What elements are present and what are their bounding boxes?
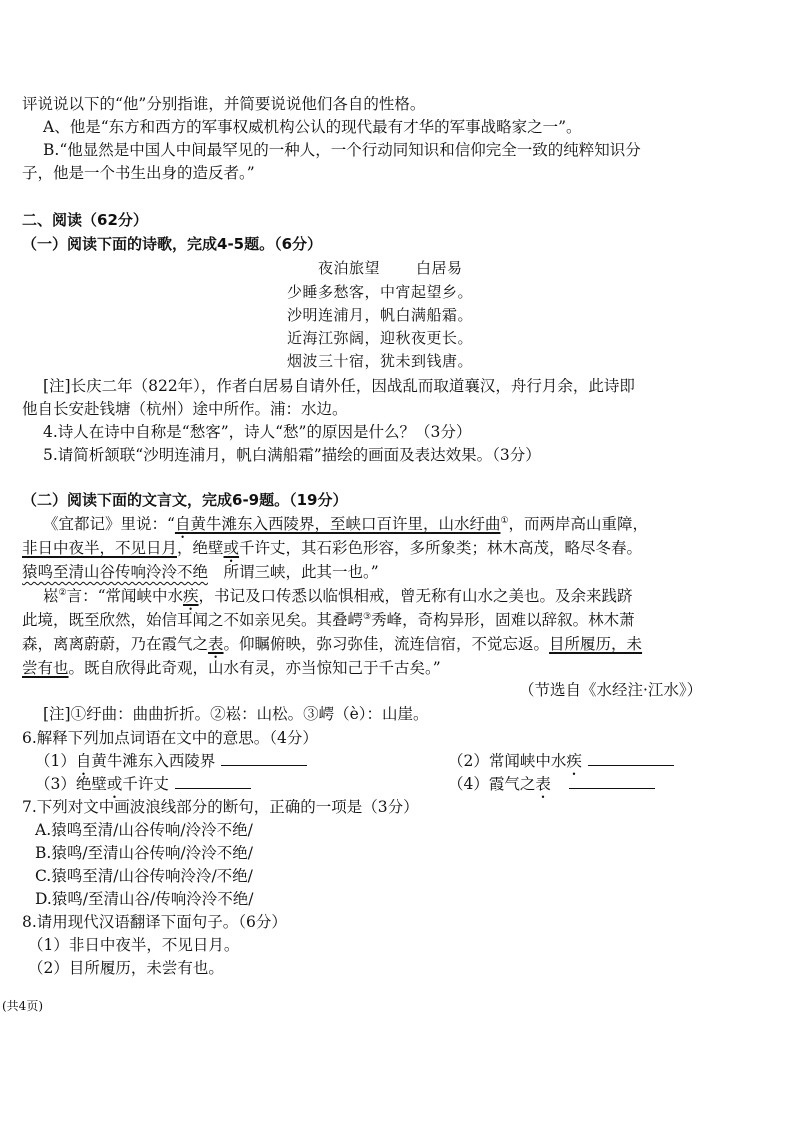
passage-line-7 [22,658,441,678]
poem-line-3: 近海江弥阔，迎秋夜更长。 [287,329,474,347]
item-text: 千许丈 [122,775,169,793]
answer-blank-2[interactable] [588,751,674,766]
passage-line-5 [22,610,635,630]
item-text: 黄牛滩东入西陵界 [91,752,216,770]
question-7: 7.下列对文中画波浪线部分的断句，正确的一项是（3分） [22,798,419,816]
poem-title: 夜泊旅望 [318,259,381,277]
poem-author: 白居易 [416,259,463,277]
option-a: A、他是“东方和西方的军事权威机构公认的现代最有才华的军事战略家之一”。 [43,118,582,136]
poem-line-1: 少睡多愁客，中宵起望乡。 [287,283,474,301]
passage-text: ，书记及口传悉以临惧相戒，曾无称有山水之美也。及余来践跻 [198,587,633,605]
passage-text: 。既自欣得此奇观，山水有灵，亦当惊知己于千古矣。” [68,659,441,677]
item-text: （3）绝壁 [35,775,107,793]
option-b-line2: 子，他是一个书生出身的造反者。” [22,164,255,182]
answer-blank-1[interactable] [221,751,307,766]
dotted-word: 表 [535,775,551,793]
question-intro-text: 评说说以下的“他”分别指谁，并简要说说他们各自的性格。 [22,95,426,113]
wavy-underlined-sentence: 猿鸣至清山谷传响泠泠不绝 [22,563,209,581]
dotted-word: 或 [106,775,123,793]
section-title-reading: 二、阅读（62分） [22,211,148,229]
passage-text: 崧 [43,587,59,605]
footnote-marker: ① [500,515,509,526]
passage-text: 。仰瞩俯映，弥习弥佳，流连信宿，不觉忘返。 [223,635,550,653]
dotted-word-ji: 疾 [183,587,199,605]
q7-option-a: A.猿鸣至清/山谷传响/泠泠不绝/ [35,821,253,839]
answer-blank-3[interactable] [175,774,251,789]
passage-text: 秀峰，奇构异形，固难以辞叙。林木萧 [371,611,635,629]
q7-option-b: B.猿鸣/至清山谷传响/泠泠不绝/ [35,844,253,862]
dotted-word: 自 [75,752,92,770]
passage-text: 此境，既至欣然，始信耳闻之不如亲见矣。其叠崿 [22,611,364,629]
q6-item-4 [448,774,655,802]
passage-source: （节选自《水经注·江水》） [519,681,703,699]
poem-line-2: 沙明连浦月，帆白满船霜。 [287,306,474,324]
passage-text: 所谓三峡，此其一也。” [208,563,379,581]
part1-title: （一）阅读下面的诗歌，完成4-5题。（6分） [22,235,323,253]
underlined-sentence-2a: 目所履历，未 [549,635,643,653]
passage-line-3 [22,562,379,582]
dotted-word-zi: 自 [174,515,191,533]
question-5: 5.请简析颔联“沙明连浦月，帆白满船霜”描绘的画面及表达效果。（3分） [43,446,541,464]
option-b-line1: B.“他显然是中国人中间最罕见的一种人，一个行动同知识和信仰完全一致的纯粹知识分 [43,141,641,159]
q8-item-2: （2）目所履历，未尝有也。 [28,959,224,977]
item-text: （4）霞气之 [448,775,536,793]
passage-text: 森，离离蔚蔚，乃在霞气之 [22,635,209,653]
question-6: 6.解释下列加点词语在文中的意思。（4分） [22,729,318,747]
q7-option-c: C.猿鸣至清/山谷传响泠泠/不绝/ [35,867,253,885]
dotted-word-huo: 或 [223,539,240,557]
dotted-word-biao: 表 [208,635,224,653]
passage-text: 言：“常闻峡中水 [66,587,184,605]
passage-text: 《宜都记》里说：“ [43,515,175,533]
footnote-marker: ② [58,587,67,598]
item-number: （1） [35,752,76,770]
poem-note-line1: [注]长庆二年（822年），作者白居易自请外任，因战乱而取道襄汉，舟行月余，此诗即 [43,377,635,395]
passage-notes: [注]①纡曲：曲曲折折。②崧：山松。③崿（è）：山崖。 [43,705,429,723]
poem-line-4: 烟波三十宿，犹未到钱唐。 [287,352,474,370]
dotted-word: 疾 [566,752,582,770]
passage-text: 千许丈，其石彩色形容，多所象类；林木高茂，略尽冬春。 [239,539,643,557]
question-4: 4.诗人在诗中自称是“愁客”，诗人“愁”的原因是什么？（3分） [43,423,472,441]
q8-item-1: （1）非日中夜半，不见日月。 [28,936,240,954]
passage-text: ，绝壁 [177,539,224,557]
passage-text: 黄牛滩东入西陵界，至峡口百许里，山水纡曲 [190,515,501,533]
item-text: （2）常闻峡中水 [448,752,567,770]
answer-blank-4[interactable] [569,774,655,789]
underlined-sentence-2b: 尝有也 [22,659,69,677]
question-8: 8.请用现代汉语翻译下面句子。（6分） [22,913,287,931]
poem-note-line2: 他自长安赴钱塘（杭州）途中所作。浦：水边。 [22,400,348,418]
underlined-sentence-1: 非日中夜半，不见日月 [22,539,178,557]
footnote-marker: ③ [363,611,372,622]
part2-title: （二）阅读下面的文言文，完成6-9题。（19分） [22,491,348,509]
page-count-footer: (共4页) [2,999,43,1013]
q7-option-d: D.猿鸣/至清山谷/传响泠泠不绝/ [35,890,254,908]
passage-text: ，而两岸高山重障， [508,515,649,533]
